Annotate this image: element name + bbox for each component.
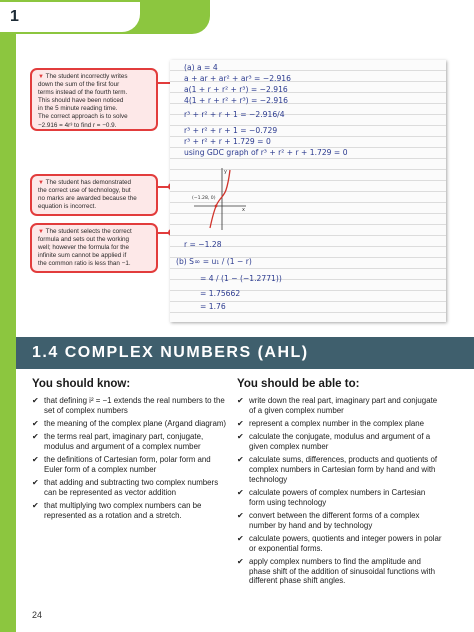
list-item xyxy=(32,419,228,429)
list-item xyxy=(237,455,443,484)
check-icon: ✔ xyxy=(237,419,244,428)
check-icon: ✔ xyxy=(237,511,244,520)
root-point xyxy=(215,205,218,208)
graph-y-label: y xyxy=(224,169,227,175)
know-heading: You should know: xyxy=(32,378,131,390)
working-line-7: using GDC graph of r³ + r² + r + 1.729 = 0 xyxy=(184,148,348,157)
able-heading: You should be able to: xyxy=(237,378,360,390)
check-icon: ✔ xyxy=(237,455,244,465)
warning-triangle-icon: ▼ xyxy=(38,229,44,235)
gdc-graph xyxy=(190,166,248,232)
know-item-text: the meaning of the complex plane (Argand diagram) xyxy=(44,419,227,428)
examiner-note-2 xyxy=(30,174,158,216)
working-line-4: r³ + r² + r + 1 = −2.916/4 xyxy=(184,110,285,119)
know-item-text: that multiplying two complex numbers can be represented as a rotation and a stretch. xyxy=(44,501,202,520)
able-item-text: write down the real part, imaginary part and conjugate of a given complex number xyxy=(249,396,438,415)
note-2-line-0: The student has demonstrated xyxy=(45,179,132,186)
able-list xyxy=(237,396,443,590)
check-icon: ✔ xyxy=(237,396,244,405)
check-icon: ✔ xyxy=(237,534,244,543)
able-item-text: calculate powers, quotients and integer powers in polar or exponential forms. xyxy=(249,534,442,553)
check-icon: ✔ xyxy=(32,432,39,442)
list-item xyxy=(237,534,443,553)
list-item xyxy=(237,511,443,530)
working-line-1: a + ar + ar² + ar³ = −2.916 xyxy=(184,74,291,83)
list-item xyxy=(32,432,228,451)
note-1-line-5: The correct approach is to solve xyxy=(38,113,128,121)
check-icon: ✔ xyxy=(237,488,244,497)
working-line-3: 4(1 + r + r² + r³) = −2.916 xyxy=(184,96,288,105)
know-item-text: that defining i² = −1 extends the real numbers to the set of complex numbers xyxy=(44,396,225,415)
list-item xyxy=(237,557,443,586)
able-item-text: calculate powers of complex numbers in Cartesian form using technology xyxy=(249,488,426,507)
able-item-text: convert between the different forms of a complex number by hand and by technology xyxy=(249,511,420,530)
know-item-text: the terms real part, imaginary part, conjugate, modulus and argument of a complex number xyxy=(44,432,204,451)
note-1-line-4: in the 5 minute reading time. xyxy=(38,105,118,113)
part-b-step-1: = 4 / (1 − (−1.2771)) xyxy=(200,274,282,283)
page-margin-strip xyxy=(0,0,16,632)
able-item-text: calculate the conjugate, modulus and argument of a given complex number xyxy=(249,432,431,451)
list-item xyxy=(237,488,443,507)
part-b-formula: (b) S∞ = u₁ / (1 − r) xyxy=(176,257,252,266)
check-icon: ✔ xyxy=(32,501,39,511)
check-icon: ✔ xyxy=(32,419,39,428)
list-item xyxy=(237,396,443,415)
graph-root-label: (−1.28, 0) xyxy=(192,196,216,201)
page-number: 24 xyxy=(32,610,43,620)
note-2-line-1: the correct use of technology, but xyxy=(38,187,131,195)
result-r: r = −1.28 xyxy=(184,240,222,249)
know-item-text: the definitions of Cartesian form, polar form and Euler form of a complex number xyxy=(44,455,211,474)
note-1-line-2: terms instead of the fourth term. xyxy=(38,89,128,97)
note-3-line-3: infinite sum cannot be applied if xyxy=(38,252,127,260)
note-1-line-3: This should have been noticed xyxy=(38,97,124,105)
check-icon: ✔ xyxy=(32,478,39,488)
examiner-note-1 xyxy=(30,68,158,131)
check-icon: ✔ xyxy=(32,396,39,405)
check-icon: ✔ xyxy=(237,432,244,442)
working-line-5: r³ + r² + r + 1 = −0.729 xyxy=(184,126,278,135)
able-item-text: represent a complex number in the complex plane xyxy=(249,419,425,428)
working-line-6: r³ + r² + r + 1.729 = 0 xyxy=(184,137,271,146)
warning-triangle-icon: ▼ xyxy=(38,74,44,80)
warning-triangle-icon: ▼ xyxy=(38,180,44,186)
note-2-line-2: no marks are awarded because the xyxy=(38,195,137,203)
list-item xyxy=(237,419,443,429)
note-2-line-3: equation is incorrect. xyxy=(38,203,97,211)
list-item xyxy=(32,396,228,415)
able-item-text: calculate sums, differences, products and quotients of complex numbers in Cartesian form by hand and with technology xyxy=(249,455,438,484)
check-icon: ✔ xyxy=(32,455,39,465)
know-item-text: that adding and subtracting two complex numbers can be represented as vector addition xyxy=(44,478,219,497)
part-b-step-2: = 1.75662 xyxy=(200,289,241,298)
note-3-line-0: The student selects the correct xyxy=(45,228,132,235)
list-item xyxy=(237,432,443,451)
note-3-line-4: the common ratio is less than −1. xyxy=(38,260,131,268)
note-1-line-0: The student incorrectly writes xyxy=(45,73,128,80)
section-title: 1.4 COMPLEX NUMBERS (AHL) xyxy=(32,344,309,361)
check-icon: ✔ xyxy=(237,557,244,566)
note-3-line-1: formula and sets out the working xyxy=(38,236,130,244)
working-line-0: (a) a = 4 xyxy=(184,63,218,72)
list-item xyxy=(32,501,228,520)
examiner-note-3 xyxy=(30,223,158,273)
note-3-line-2: well; however the formula for the xyxy=(38,244,129,252)
note-1-line-6: −2.916 = 4r³ to find r = −0.9. xyxy=(38,121,117,129)
list-item xyxy=(32,478,228,497)
part-b-step-3: = 1.76 xyxy=(200,302,226,311)
chapter-number: 1 xyxy=(10,8,19,25)
chapter-number-box xyxy=(0,2,140,32)
list-item xyxy=(32,455,228,474)
know-list xyxy=(32,396,228,524)
note-1-line-1: down the sum of the first four xyxy=(38,81,120,89)
section-header xyxy=(16,337,474,369)
graph-x-label: x xyxy=(242,207,245,213)
able-item-text: apply complex numbers to find the amplitude and phase shift of the addition of sinusoidal functions with different phase shift angles. xyxy=(249,557,435,586)
working-line-2: a(1 + r + r² + r³) = −2.916 xyxy=(184,85,288,94)
